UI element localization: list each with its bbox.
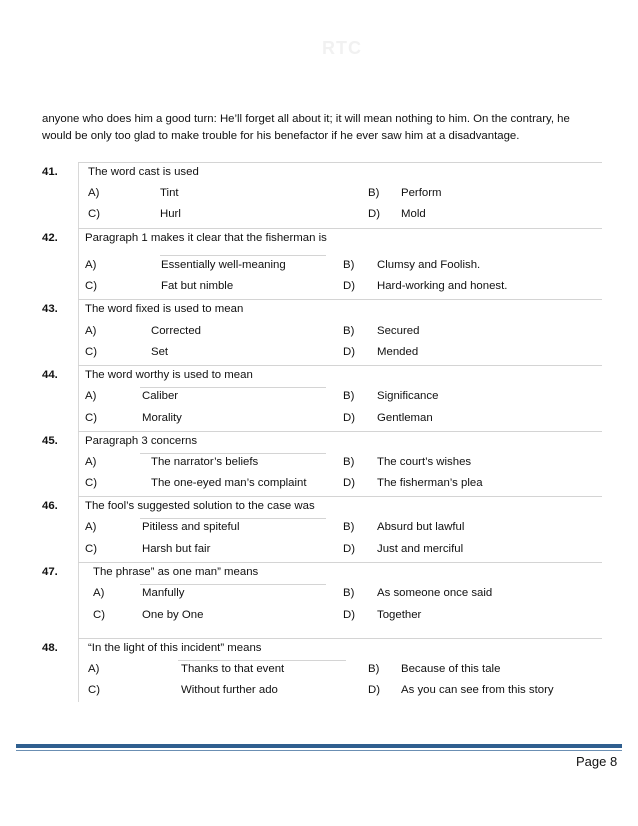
question-number: 45. (42, 435, 58, 447)
option-d-text: Hard-working and honest. (377, 280, 508, 292)
question-divider (78, 638, 602, 639)
option-c-text: Set (151, 346, 169, 358)
question-number: 42. (42, 232, 58, 244)
question-number: 47. (42, 566, 58, 578)
option-b-letter: B) (343, 521, 355, 533)
question-text: The word fixed is used to mean (85, 303, 244, 315)
option-a-text: Thanks to that event (181, 663, 285, 675)
option-b-text: Significance (377, 390, 439, 402)
question-divider (78, 162, 602, 163)
question-text: “In the light of this incident” means (88, 642, 262, 654)
option-d-text: Just and merciful (377, 543, 464, 555)
option-c-letter: C) (93, 609, 106, 621)
question-divider (78, 496, 602, 497)
question-text: The word worthy is used to mean (85, 369, 253, 381)
option-a-text: Manfully (142, 587, 185, 599)
question-divider (78, 431, 602, 432)
watermark-text: RTC (322, 38, 362, 58)
option-c-letter: C) (85, 412, 98, 424)
option-c-letter: C) (88, 684, 101, 696)
option-d-text: Mold (401, 208, 426, 220)
option-c-letter: C) (85, 477, 98, 489)
option-d-text: The fisherman’s plea (377, 477, 483, 489)
question-number: 43. (42, 303, 58, 315)
option-b-letter: B) (343, 587, 355, 599)
option-b-letter: B) (343, 259, 355, 271)
question-text: Paragraph 3 concerns (85, 435, 198, 447)
option-c-text: Morality (142, 412, 182, 424)
option-d-text: Gentleman (377, 412, 433, 424)
question-column-divider (78, 162, 79, 702)
option-underline (178, 660, 346, 661)
option-b-text: Secured (377, 325, 420, 337)
page-number: Page 8 (576, 754, 618, 769)
option-d-letter: D) (343, 280, 356, 292)
option-d-letter: D) (368, 684, 381, 696)
question-text: The phrase” as one man” means (93, 566, 259, 578)
option-c-letter: C) (85, 543, 98, 555)
option-c-letter: C) (85, 280, 98, 292)
option-a-letter: A) (85, 521, 97, 533)
option-a-text: The narrator’s beliefs (151, 456, 259, 468)
option-b-letter: B) (368, 187, 380, 199)
option-c-text: One by One (142, 609, 204, 621)
option-c-text: The one-eyed man’s complaint (151, 477, 307, 489)
option-d-text: As you can see from this story (401, 684, 554, 696)
question-number: 44. (42, 369, 58, 381)
option-a-letter: A) (88, 187, 100, 199)
option-d-letter: D) (368, 208, 381, 220)
question-divider (78, 562, 602, 563)
option-c-text: Without further ado (181, 684, 278, 696)
option-underline (140, 518, 326, 519)
option-a-text: Essentially well-meaning (161, 259, 286, 271)
option-c-letter: C) (85, 346, 98, 358)
option-a-text: Tint (160, 187, 179, 199)
question-number: 46. (42, 500, 58, 512)
option-underline (140, 453, 326, 454)
option-b-text: The court’s wishes (377, 456, 472, 468)
option-underline (140, 584, 326, 585)
option-b-letter: B) (343, 325, 355, 337)
question-text: Paragraph 1 makes it clear that the fisherman is (85, 232, 327, 244)
option-a-letter: A) (85, 456, 97, 468)
option-b-text: As someone once said (377, 587, 493, 599)
option-underline (140, 387, 326, 388)
option-b-text: Perform (401, 187, 442, 199)
question-text: The word cast is used (88, 166, 199, 178)
option-b-letter: B) (343, 456, 355, 468)
option-d-letter: D) (343, 346, 356, 358)
question-number: 41. (42, 166, 58, 178)
option-b-text: Absurd but lawful (377, 521, 465, 533)
footer-rule-thin (16, 750, 622, 751)
option-a-text: Pitiless and spiteful (142, 521, 240, 533)
option-b-letter: B) (368, 663, 380, 675)
option-d-letter: D) (343, 412, 356, 424)
option-d-letter: D) (343, 543, 356, 555)
option-d-text: Together (377, 609, 422, 621)
option-a-letter: A) (85, 259, 97, 271)
option-d-text: Mended (377, 346, 419, 358)
passage-intro: anyone who does him a good turn: He’ll forget all about it; it will mean nothing to him. On the contrary, he would be only too glad to make trouble for his benefactor if he ever saw him at a disadvantage. (42, 113, 570, 142)
option-a-letter: A) (85, 325, 97, 337)
option-d-letter: D) (343, 609, 356, 621)
option-d-letter: D) (343, 477, 356, 489)
option-c-letter: C) (88, 208, 101, 220)
option-b-text: Because of this tale (401, 663, 501, 675)
question-divider (78, 299, 602, 300)
option-b-text: Clumsy and Foolish. (377, 259, 481, 271)
option-a-text: Caliber (142, 390, 179, 402)
option-c-text: Fat but nimble (161, 280, 234, 292)
option-c-text: Hurl (160, 208, 181, 220)
option-c-text: Harsh but fair (142, 543, 211, 555)
option-a-text: Corrected (151, 325, 202, 337)
option-a-letter: A) (85, 390, 97, 402)
question-number: 48. (42, 642, 58, 654)
question-divider (78, 365, 602, 366)
question-divider (78, 228, 602, 229)
option-a-letter: A) (93, 587, 105, 599)
option-underline (160, 255, 326, 256)
option-b-letter: B) (343, 390, 355, 402)
footer-rule (16, 744, 622, 748)
question-text: The fool’s suggested solution to the case was (85, 500, 315, 512)
option-a-letter: A) (88, 663, 100, 675)
